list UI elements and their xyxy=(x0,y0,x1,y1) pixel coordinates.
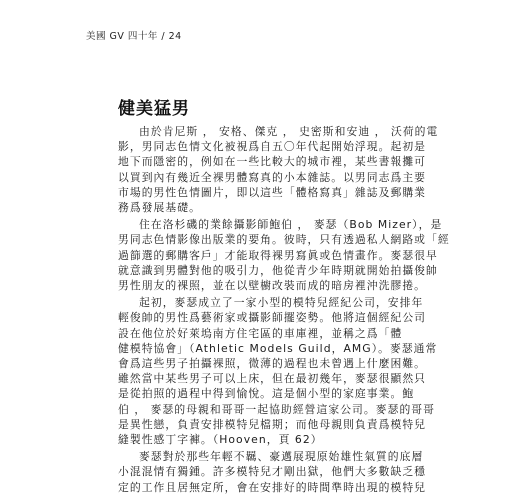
text-line: 伯 ， 麥瑟的母親和哥哥一起協助經營這家公司。麥瑟的哥哥 xyxy=(118,402,435,416)
text-line: 務爲發展基礎。 xyxy=(118,201,201,215)
text-line: 縫製性感丁字褲。（Hooven，頁 62） xyxy=(118,433,323,447)
text-line: 以買到內有幾近全裸男體寫真的小本雜誌。以男同志爲主要 xyxy=(118,170,427,184)
paragraph xyxy=(118,449,427,495)
text-line: 地下而隱密的，例如在一些比較大的城市裡，某些書報攤可 xyxy=(118,155,427,169)
text-line: 住在洛杉磯的業餘攝影師鮑伯 ， 麥瑟（Bob Mizer），是 xyxy=(139,218,443,232)
text-line: 是異性戀，負責安排模特兒檔期；而他母親則負責爲模特兒 xyxy=(118,417,427,431)
text-line: 就意識到男體對他的吸引力，他從青少年時期就開始拍攝俊帥 xyxy=(118,263,438,277)
paragraph xyxy=(118,124,439,215)
text-line: 影，男同志色情文化被視爲自五〇年代起開始浮現。起初是 xyxy=(118,140,427,154)
text-line: 男同志色情影像出版業的要角。彼時，只有透過私人網路或「經 xyxy=(118,233,450,247)
paragraph xyxy=(118,295,438,447)
text-line: 麥瑟對於那些年輕不羈、豪邁展現原始雄性氣質的底層 xyxy=(139,450,424,464)
text-line: 男性朋友的裸照，並在以壁櫥改裝而成的暗房裡沖洗膠捲。 xyxy=(118,279,427,293)
text-line: 雖然當中某些男子可以上床，但在最初幾年，麥瑟很顯然只 xyxy=(118,372,427,386)
text-line: 定的工作且居無定所，會在安排好的時間準時出現的模特兒 xyxy=(118,480,427,494)
text-line: 小混混情有獨鍾。許多模特兒才剛出獄，他們大多數缺乏穩 xyxy=(118,465,427,479)
text-line: 輕俊帥的男性爲藝術家或攝影師擺姿勢。他將這個經紀公司 xyxy=(118,311,427,325)
text-line: 市場的男性色情圖片，即以這些「體格寫真」雜誌及郵購業 xyxy=(118,185,427,199)
text-line: 會爲這些男子拍攝裸照，微薄的過程也未曾遇上什麼困難。 xyxy=(118,357,427,371)
paragraph xyxy=(118,217,450,293)
text-line: 由於肯尼斯 ， 安格、傑克 ， 史密斯和安迪 ， 沃荷的電 xyxy=(139,125,439,138)
text-line: 是從拍照的過程中得到愉悅。這是個小型的家庭事業。鮑 xyxy=(118,387,415,401)
text-line: 設在他位於好萊塢南方住宅區的車庫裡，並稱之爲「體 xyxy=(118,326,403,340)
text-line: 起初，麥瑟成立了一家小型的模特兒經紀公司，安排年 xyxy=(139,296,424,310)
running-header: 美國 GV 四十年 / 24 xyxy=(86,31,182,42)
text-line: 過篩選的郵購客戶」才能取得裸男寫眞或色情畫作。麥瑟很早 xyxy=(118,248,438,262)
section-title: 健美猛男 xyxy=(118,99,190,119)
text-line: 健模特協會」（Athletic Models Guild，AMG）。麥瑟通常 xyxy=(118,341,438,355)
body-text xyxy=(118,124,450,497)
